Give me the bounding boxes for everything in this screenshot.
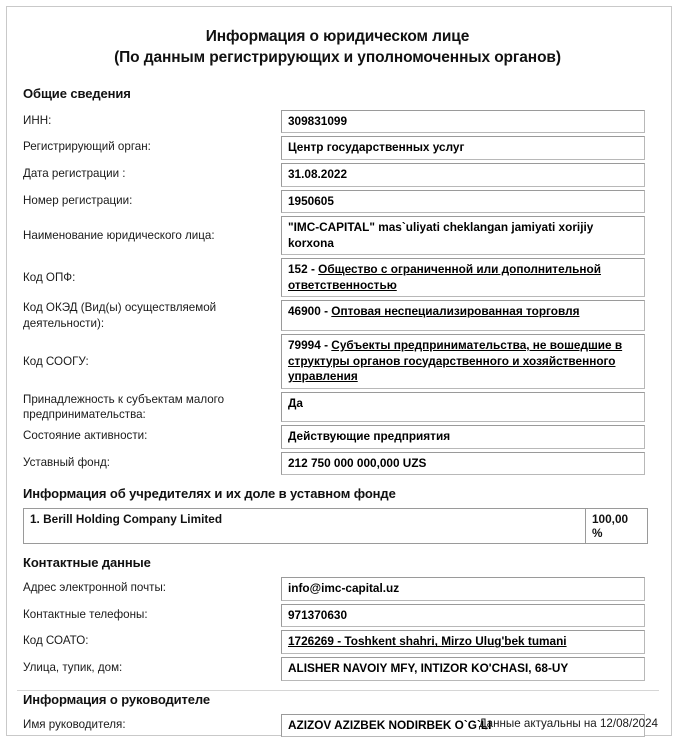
- field-value-soogu-code: [281, 334, 645, 389]
- field-label: Дата регистрации :: [23, 166, 126, 180]
- field-value-small-business: Да: [281, 392, 645, 423]
- document-page: [6, 6, 672, 736]
- section-heading-contacts: Контактные данные: [23, 555, 151, 571]
- footer-divider: [17, 690, 659, 691]
- field-value-director-name: AZIZOV AZIZBEK NODIRBEK O`G`LI: [281, 714, 645, 738]
- field-value-registration-number: 1950605: [281, 190, 645, 214]
- field-label: Номер регистрации:: [23, 193, 133, 207]
- oked-code-number: 46900 -: [288, 304, 332, 319]
- founder-share: 100,00 %: [586, 508, 648, 544]
- opf-code-number: 152 -: [288, 262, 319, 277]
- page-title-line-2: (По данным регистрирующих и уполномоченных органов): [114, 48, 561, 66]
- field-row-small-business: [17, 392, 658, 423]
- field-row-oked-code: [17, 300, 658, 331]
- field-row-soogu-code: [17, 334, 658, 389]
- oked-code-link[interactable]: Оптовая неспециализированная торговля: [331, 304, 580, 319]
- field-label: Регистрирующий орган:: [23, 140, 151, 154]
- field-row-legal-name: [17, 216, 658, 255]
- field-row-opf-code: [17, 258, 658, 297]
- field-row-inn: [17, 110, 658, 134]
- field-value-oked-code: [281, 300, 645, 331]
- field-row-activity-status: [17, 425, 658, 449]
- field-label: Улица, тупик, дом:: [23, 661, 123, 675]
- field-value-registration-date: 31.08.2022: [281, 163, 645, 187]
- field-row-street-address: [17, 657, 658, 681]
- field-label: Код СОАТО:: [23, 634, 89, 648]
- field-row-charter-fund: [17, 452, 658, 476]
- field-row-registering-body: [17, 136, 658, 160]
- field-value-soato-code[interactable]: 1726269 - Toshkent shahri, Mirzo Ulug'bek tumani: [281, 630, 645, 654]
- page-title-line-1: Информация о юридическом лице: [205, 28, 470, 45]
- section-heading-general: Общие сведения: [23, 85, 131, 101]
- section-heading-director: Информация о руководителе: [23, 691, 211, 707]
- soogu-code-number: 79994 -: [288, 337, 332, 352]
- field-value-opf-code: [281, 258, 645, 297]
- general-fields: [17, 110, 658, 476]
- section-heading-founders: Информация об учредителях и их доле в уставном фонде: [23, 486, 396, 502]
- field-row-soato-code: [17, 630, 658, 654]
- field-value-charter-fund: 212 750 000 000,000 UZS: [281, 452, 645, 476]
- footer-actuality-note: Данные актуальны на 12/08/2024: [478, 717, 658, 730]
- field-label: ИНН:: [23, 113, 52, 127]
- document-body: [7, 7, 671, 735]
- founder-name: 1. Berill Holding Company Limited: [23, 508, 586, 544]
- field-value-phone: 971370630: [281, 604, 645, 628]
- field-value-street-address: ALISHER NAVOIY MFY, INTIZOR KO'CHASI, 68-UY: [281, 657, 645, 681]
- field-row-phone: [17, 604, 658, 628]
- soogu-code-link[interactable]: Субъекты предпринимательства, не вошедшие в структуры органов государственного и хозяйственного управления: [288, 337, 623, 384]
- field-label: Принадлежность к субъектам малого предпринимательства:: [23, 392, 225, 421]
- field-value-email[interactable]: info@imc-capital.uz: [281, 577, 645, 601]
- field-value-inn: 309831099: [281, 110, 645, 134]
- field-label: Состояние активности:: [23, 429, 148, 443]
- field-label: Код СООГУ:: [23, 354, 89, 368]
- field-row-registration-number: [17, 190, 658, 214]
- field-label: Имя руководителя:: [23, 717, 126, 731]
- contact-fields: [17, 577, 658, 680]
- field-row-email: [17, 577, 658, 601]
- field-label: Наименование юридического лица:: [23, 229, 215, 242]
- field-label: Уставный фонд:: [23, 455, 110, 469]
- field-value-registering-body: Центр государственных услуг: [281, 136, 645, 160]
- opf-code-link[interactable]: Общество с ограниченной или дополнительной ответственностью: [288, 262, 601, 292]
- field-value-activity-status: Действующие предприятия: [281, 425, 645, 449]
- page-title: [17, 27, 658, 69]
- field-value-legal-name: "IMC-CAPITAL" mas`uliyati cheklangan jamiyati xorijiy korxona: [281, 216, 645, 255]
- field-label: Адрес электронной почты:: [23, 581, 167, 595]
- field-label: Код ОПФ:: [23, 271, 76, 285]
- field-label: Код ОКЭД (Вид(ы) осуществляемой деятельности):: [23, 301, 217, 330]
- field-row-registration-date: [17, 163, 658, 187]
- field-label: Контактные телефоны:: [23, 607, 148, 621]
- founders-row: [23, 508, 648, 544]
